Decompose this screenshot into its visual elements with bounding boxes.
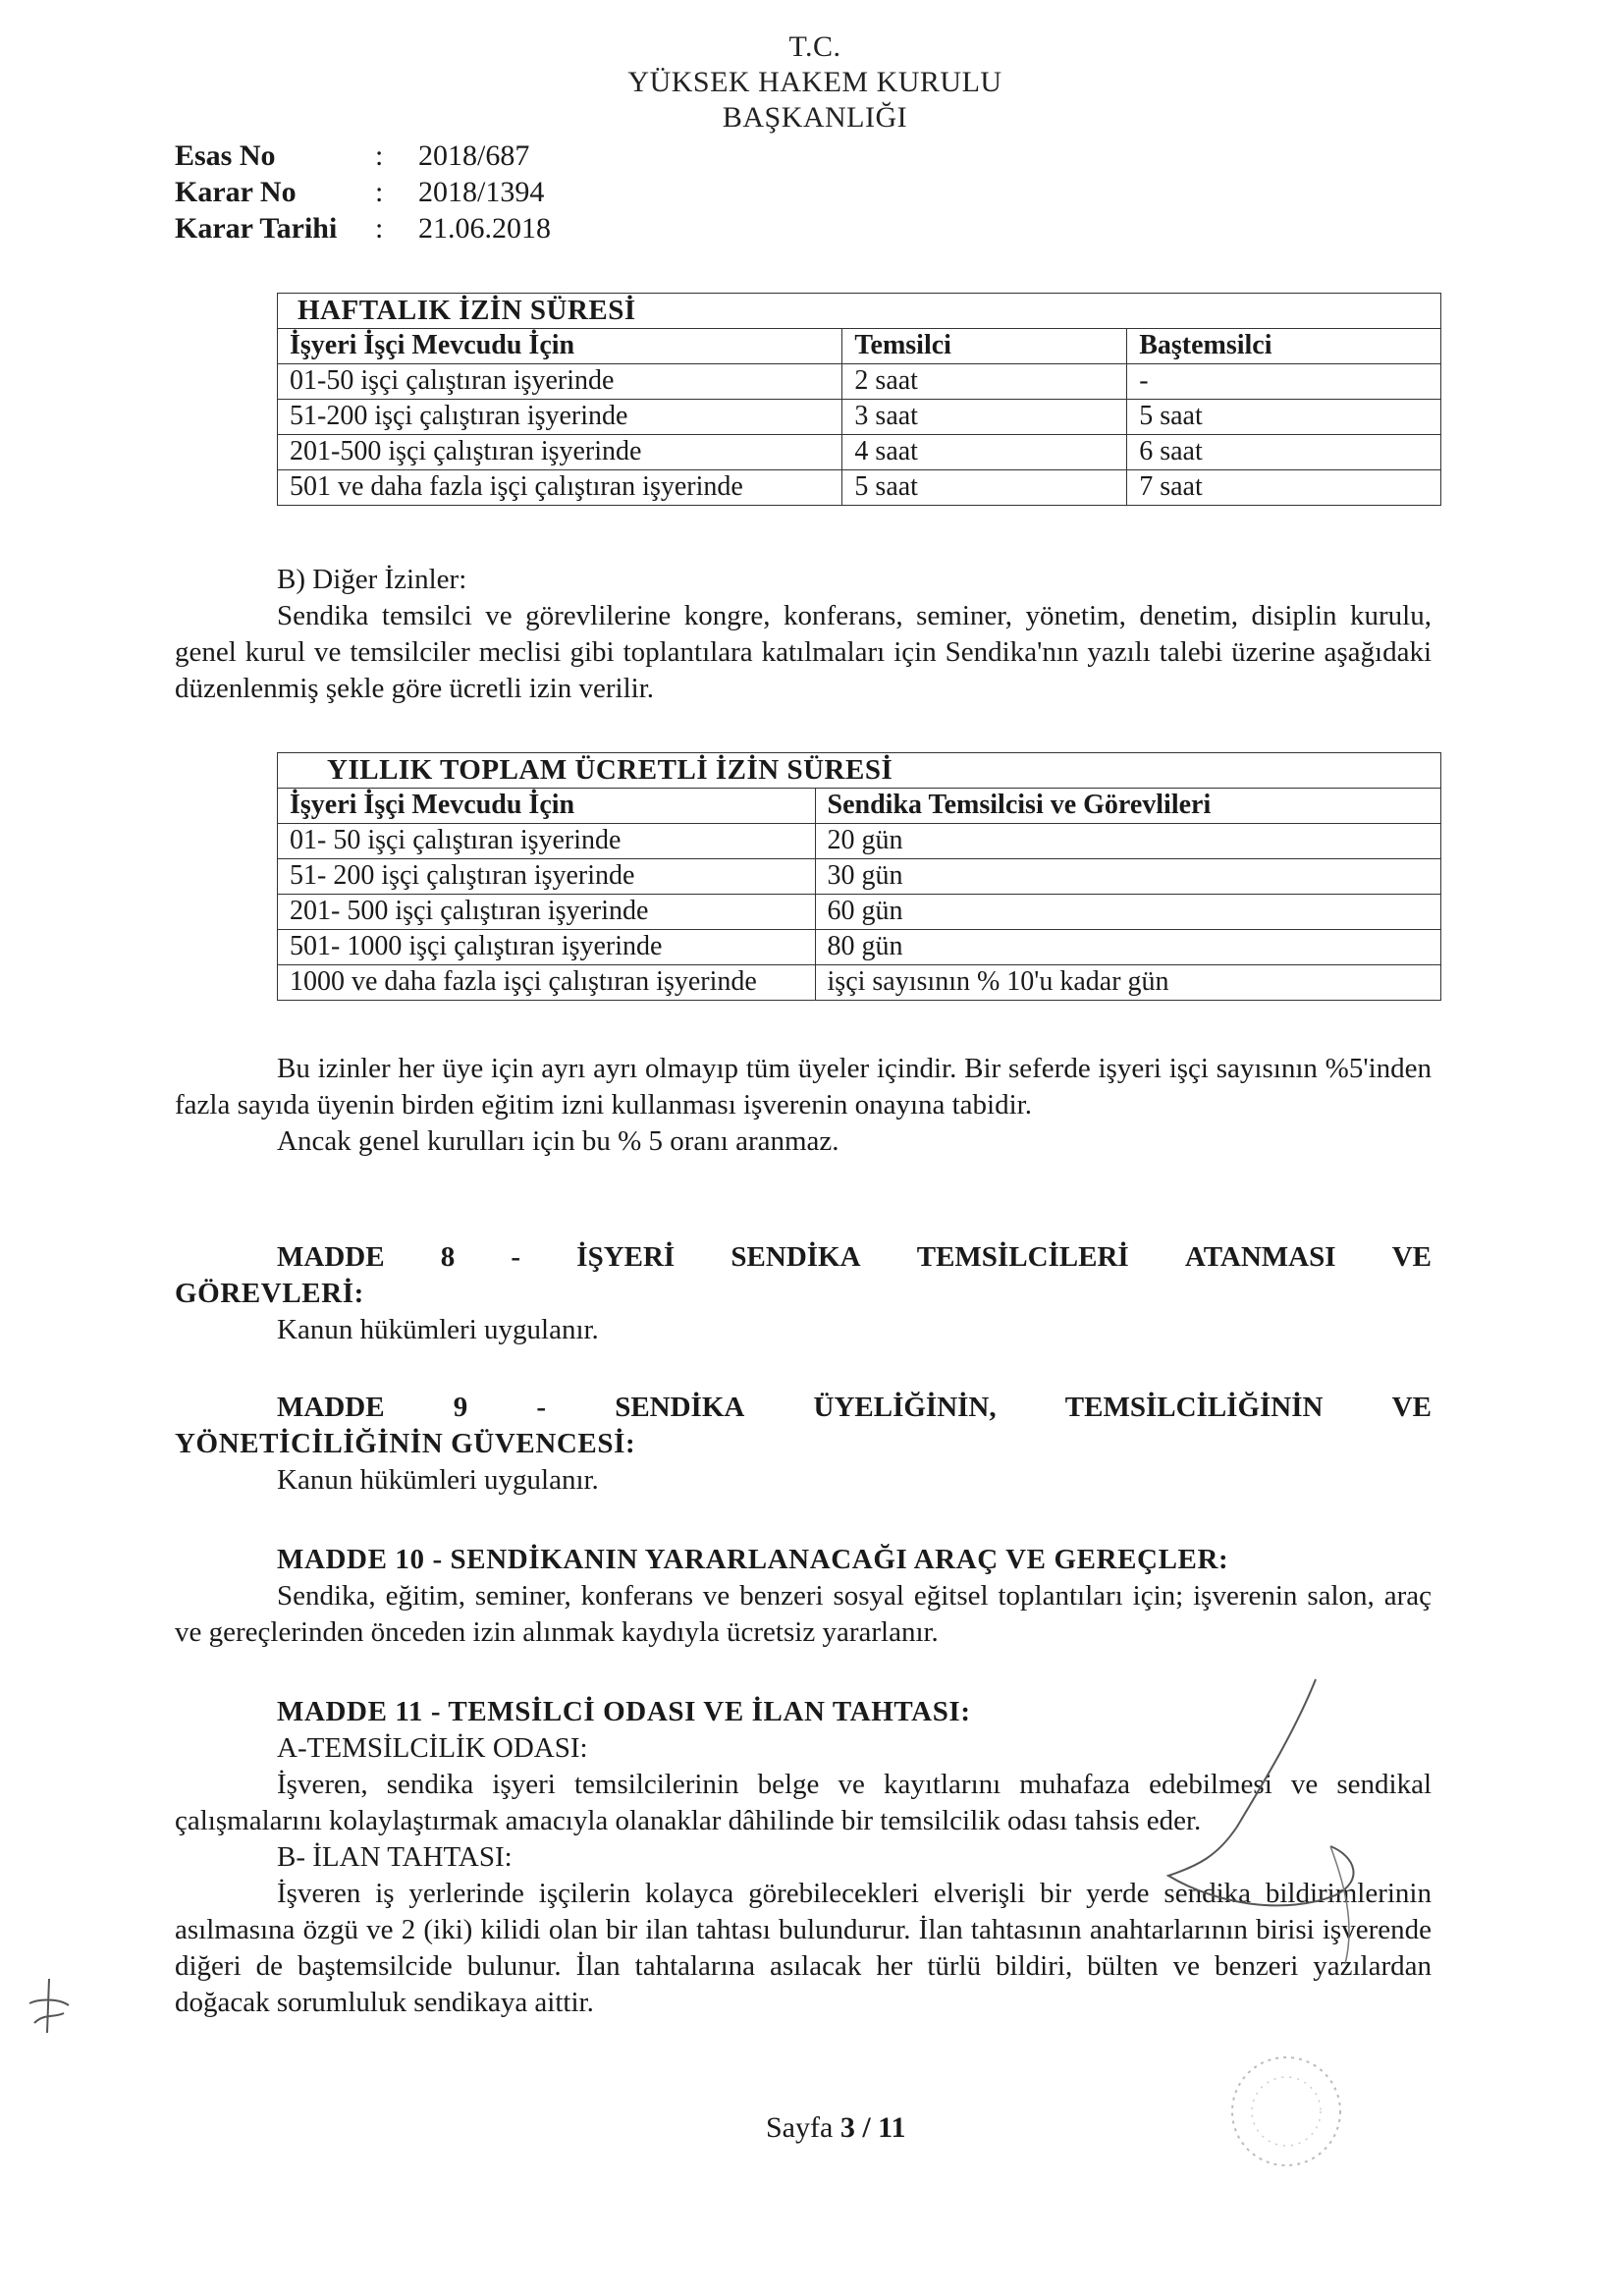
esas-value: 2018/687	[418, 139, 530, 172]
table-row	[278, 470, 1441, 506]
column-header: İşyeri İşçi Mevcudu İçin	[278, 789, 816, 824]
title-word: -	[536, 1392, 547, 1423]
section-heading: B) Diğer İzinler:	[277, 564, 467, 595]
header-line-name: YÜKSEK HAKEM KURULU	[627, 66, 1002, 98]
tarih-label: Karar Tarihi	[175, 212, 338, 245]
after-table-notes	[175, 1051, 1432, 1160]
table-cell: 80 gün	[815, 930, 1440, 965]
table-cell: 01-50 işçi çalıştıran işyerinde	[278, 364, 842, 400]
table-title: YILLIK TOPLAM ÜCRETLİ İZİN SÜRESİ	[278, 753, 1441, 789]
article-title-continued: YÖNETİCİLİĞİNİN GÜVENCESİ:	[175, 1428, 636, 1459]
table-cell: 51- 200 işçi çalıştıran işyerinde	[278, 859, 816, 895]
table-cell: 5 saat	[842, 470, 1127, 506]
weekly-leave-table	[277, 293, 1441, 506]
table-cell: 7 saat	[1127, 470, 1441, 506]
subsection-heading: B- İLAN TAHTASI:	[277, 1841, 513, 1873]
table-cell: -	[1127, 364, 1441, 400]
title-word: SENDİKA	[730, 1241, 861, 1273]
tarih-row	[175, 210, 551, 246]
table-cell: 01- 50 işçi çalıştıran işyerinde	[278, 824, 816, 859]
colon: :	[375, 176, 384, 208]
handwritten-signature	[1159, 1669, 1394, 1964]
title-word: MADDE	[277, 1241, 385, 1273]
table-row	[278, 930, 1441, 965]
article-title: MADDE 10 - SENDİKANIN YARARLANACAĞI ARAÇ VE GEREÇLER:	[277, 1544, 1229, 1575]
title-word: SENDİKA	[615, 1392, 745, 1423]
title-word: VE	[1391, 1241, 1432, 1273]
title-word: -	[511, 1241, 521, 1273]
title-word: TEMSİLCİLERİ	[916, 1241, 1129, 1273]
table-cell: 3 saat	[842, 400, 1127, 435]
annual-leave-table	[277, 752, 1441, 1001]
title-word: VE	[1391, 1392, 1432, 1423]
title-word: TEMSİLCİLİĞİNİN	[1064, 1392, 1324, 1423]
subsection-heading: A-TEMSİLCİLİK ODASI:	[277, 1732, 588, 1764]
faint-stamp-mark	[1227, 2033, 1345, 2229]
article-text: Sendika, eğitim, seminer, konferans ve benzeri sosyal eğitsel toplantıları için; işverenin salon, araç ve gereçlerinden önceden izin alınmak kaydıyla ücretsiz yararlanır.	[175, 1580, 1432, 1648]
column-header: Sendika Temsilcisi ve Görevlileri	[815, 789, 1440, 824]
case-metadata	[175, 137, 551, 246]
table-cell: 1000 ve daha fazla işçi çalıştıran işyerinde	[278, 965, 816, 1001]
table-header-row	[278, 329, 1441, 364]
table-row	[278, 364, 1441, 400]
article-title	[175, 1390, 1432, 1426]
table-title-row	[278, 753, 1441, 789]
section-other-leaves	[175, 562, 1432, 707]
table-cell: 2 saat	[842, 364, 1127, 400]
table-row	[278, 859, 1441, 895]
table-row	[278, 824, 1441, 859]
karar-row	[175, 174, 551, 210]
note-paragraph: Ancak genel kurulları için bu % 5 oranı aranmaz.	[277, 1125, 839, 1157]
table-cell: 201-500 işçi çalıştıran işyerinde	[278, 435, 842, 470]
table-cell: 60 gün	[815, 895, 1440, 930]
subsection-text: İşveren iş yerlerinde işçilerin kolayca görebilecekleri elverişli bir yerde sendika bildirimlerinin asılmasına özgü ve 2 (iki) kilidi olan bir ilan tahtası bulundurur. İlan tahtasının anahtarlarının birisi işverende diğeri de baştemsilcide bulunur. İlan tahtalarına asılacak her türlü bildiri, bülten ve benzeri yazılardan doğacak sorumluluk sendikaya aittir.	[175, 1878, 1432, 2018]
article-title	[175, 1239, 1432, 1276]
article-title: MADDE 11 - TEMSİLCİ ODASI VE İLAN TAHTASI:	[277, 1696, 971, 1727]
table-row	[278, 435, 1441, 470]
title-word: 9	[453, 1392, 468, 1423]
title-word: ATANMASI	[1184, 1241, 1336, 1273]
article-8	[175, 1239, 1432, 1348]
table-cell: 4 saat	[842, 435, 1127, 470]
page-prefix: Sayfa	[766, 2111, 834, 2144]
article-text: Kanun hükümleri uygulanır.	[277, 1314, 599, 1345]
table-cell: 51-200 işçi çalıştıran işyerinde	[278, 400, 842, 435]
article-title-continued: GÖREVLERİ:	[175, 1278, 364, 1309]
table-cell: 5 saat	[1127, 400, 1441, 435]
institution-header	[589, 29, 1041, 136]
table-row	[278, 400, 1441, 435]
header-line-office: BAŞKANLIĞI	[722, 101, 908, 134]
article-9	[175, 1390, 1432, 1499]
table-cell: 201- 500 işçi çalıştıran işyerinde	[278, 895, 816, 930]
column-header: İşyeri İşçi Mevcudu İçin	[278, 329, 842, 364]
column-header: Baştemsilci	[1127, 329, 1441, 364]
tarih-value: 21.06.2018	[418, 212, 551, 245]
table-cell: işçi sayısının % 10'u kadar gün	[815, 965, 1440, 1001]
title-word: İŞYERİ	[576, 1241, 676, 1273]
article-10	[175, 1542, 1432, 1651]
karar-value: 2018/1394	[418, 176, 545, 208]
table-header-row	[278, 789, 1441, 824]
esas-row	[175, 137, 551, 174]
column-header: Temsilci	[842, 329, 1127, 364]
table-row	[278, 965, 1441, 1001]
table-row	[278, 895, 1441, 930]
title-word: 8	[440, 1241, 456, 1273]
table-title: HAFTALIK İZİN SÜRESİ	[278, 294, 1441, 329]
handwritten-initial	[20, 1974, 79, 2043]
table-cell: 30 gün	[815, 859, 1440, 895]
table-cell: 501- 1000 işçi çalıştıran işyerinde	[278, 930, 816, 965]
note-paragraph: Bu izinler her üye için ayrı ayrı olmayıp tüm üyeler içindir. Bir seferde işyeri işçi sayısının %5'inden fazla sayıda üyenin birden eğitim izni kullanması işverenin onayına tabidir.	[175, 1053, 1432, 1121]
page-number	[766, 2111, 906, 2145]
header-line-tc: T.C.	[788, 30, 841, 63]
esas-label: Esas No	[175, 139, 276, 172]
table-title-row	[278, 294, 1441, 329]
page-count: 3 / 11	[839, 2111, 906, 2144]
subsection-text: İşveren, sendika işyeri temsilcilerinin belge ve kayıtlarını muhafaza edebilmesi ve sendikal çalışmalarını kolaylaştırmak amacıyla olanaklar dâhilinde bir temsilcilik odası tahsis eder.	[175, 1769, 1432, 1836]
article-text: Kanun hükümleri uygulanır.	[277, 1464, 599, 1496]
table-cell: 6 saat	[1127, 435, 1441, 470]
table-cell: 20 gün	[815, 824, 1440, 859]
title-word: ÜYELİĞİNİN,	[813, 1392, 997, 1423]
karar-label: Karar No	[175, 176, 297, 208]
colon: :	[375, 212, 384, 245]
table-cell: 501 ve daha fazla işçi çalıştıran işyerinde	[278, 470, 842, 506]
title-word: MADDE	[277, 1392, 385, 1423]
colon: :	[375, 139, 384, 172]
section-paragraph: Sendika temsilci ve görevlilerine kongre, konferans, seminer, yönetim, denetim, disiplin kurulu, genel kurul ve temsilciler meclisi gibi toplantılara katılmaları için Sendika'nın yazılı talebi üzerine aşağıdaki düzenlenmiş şekle göre ücretli izin verilir.	[175, 600, 1432, 704]
